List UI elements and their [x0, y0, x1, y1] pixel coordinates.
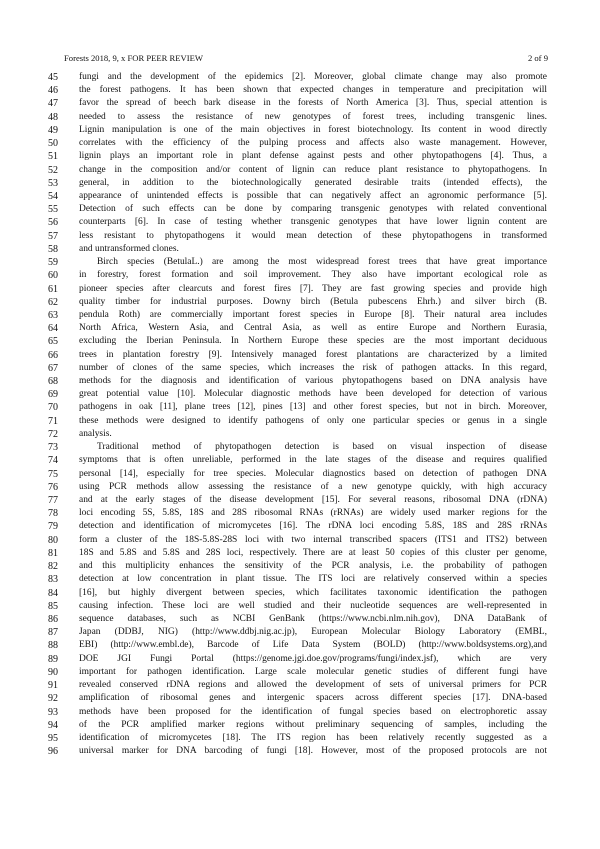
journal-citation: Forests 2018, 9, x FOR PEER REVIEW: [64, 53, 203, 63]
text-line: [0, 613, 600, 626]
line-text: Detection of such effects can be done by comparing transgenic genotypes with related conventional: [79, 204, 547, 215]
body-text: [0, 71, 600, 758]
line-text: North Africa, Western Asia, and Central Asia, as well as entire Europe and Northern Eurasia,: [79, 323, 547, 334]
line-number: 78: [48, 508, 58, 520]
text-line: [0, 283, 600, 296]
text-line: [0, 547, 600, 560]
line-number: 65: [48, 336, 58, 348]
line-text: pathogens in oak [11], plane trees [12], pines [13] and other forest species, but not in birch. Moreover,: [79, 402, 547, 413]
line-text: form a cluster of the 18S-5.8S-28S loci with two internal transcribed spacers (ITS1 and ITS2) between: [79, 534, 547, 545]
line-text: lignin plays an important role in plant defense against pests and other phytopathogens [4]. Thus, a: [79, 151, 547, 162]
line-number: 95: [48, 732, 58, 744]
line-text: methods have been proposed for the identification of fungal species based on electrophoretic assay: [79, 706, 547, 717]
text-line: [0, 745, 600, 758]
text-line: [0, 97, 600, 110]
text-line: [0, 679, 600, 692]
line-text: important for pathogen identification. Large scale molecular genetic studies of different fungi have: [79, 666, 547, 677]
line-text: EBI) (http://www.embl.de), Barcode of Life Data System (BOLD) (http://www.boldsystems.org),and: [79, 640, 547, 651]
line-number: 91: [48, 680, 58, 692]
line-text: detection and identification of micromycetes [16]. The rDNA loci encoding 5.8S, 18S and 28S rRNAs: [79, 521, 547, 532]
line-text: favor the spread of beech bark disease in the forests of North America [3]. Thus, special attention is: [79, 98, 547, 109]
text-line: [0, 666, 600, 679]
text-line: [0, 415, 600, 428]
text-line: [0, 137, 600, 150]
line-number: 69: [48, 389, 58, 401]
text-line: [0, 401, 600, 414]
line-text: counterparts [6]. In case of testing whether transgenic genotypes that have lower lignin content are: [79, 217, 547, 228]
text-line: [0, 706, 600, 719]
line-text: appearance of unintended effects is possible that can negatively affect an agronomic performance [5].: [79, 190, 547, 201]
line-text: pendula Roth) are commercially important forest species in Europe [8]. Their natural area includes: [79, 309, 547, 320]
line-number: 56: [48, 217, 58, 229]
line-number: 57: [48, 230, 58, 242]
line-text: and at the early stages of the disease development [15]. For several reasons, ribosomal DNA (rDNA): [79, 495, 547, 505]
line-number: 77: [48, 495, 58, 506]
line-text: causing infection. These loci are well studied and their nucleotide sequences are well-represented in: [79, 600, 547, 611]
line-text: Birch species (BetulaL.) are among the most widespread forest trees that have great importance: [97, 257, 547, 268]
line-text: quality timber for industrial purposes. Downy birch (Betula pubescens Ehrh.) and silver birch (B.: [79, 296, 547, 307]
line-number: 50: [48, 138, 58, 150]
line-text: sequence databases, such as NCBI GenBank (https://www.ncbi.nlm.nih.gov), DNA DataBank of: [79, 613, 547, 624]
line-text: general, in addition to the biotechnologically generated desirable traits (intended effects), the: [79, 177, 547, 188]
line-number: 80: [48, 534, 58, 546]
line-number: 64: [48, 323, 58, 335]
line-text: in forestry, forest formation and soil improvement. They also have important ecological role as: [79, 270, 547, 281]
text-line: [0, 428, 600, 441]
line-text: amplification of ribosomal genes and intergenic spacers across different species [17]. DNA-based: [79, 693, 547, 704]
text-line: [0, 335, 600, 348]
line-number: 92: [48, 693, 58, 705]
text-line: [0, 269, 600, 282]
text-line: [0, 164, 600, 177]
text-line: [0, 216, 600, 229]
line-text: methods for the diagnosis and identification of various phytopathogens based on DNA analysis have: [79, 376, 547, 387]
text-line: [0, 719, 600, 732]
line-number: 93: [48, 706, 58, 718]
line-text: number of clones of the same species, which increases the risk of pathogen attacks. In this regard,: [79, 362, 547, 373]
line-number: 87: [48, 627, 58, 639]
text-line: [0, 732, 600, 745]
text-line: [0, 653, 600, 666]
text-line: [0, 203, 600, 216]
line-number: 51: [48, 151, 58, 163]
text-line: [0, 454, 600, 467]
text-line: [0, 507, 600, 520]
line-text: using PCR methods allow assessing the resistance of a new genotype quickly, with high accuracy: [79, 481, 547, 492]
line-text: analysis.: [79, 428, 112, 439]
line-text: the forest pathogens. It has been shown that expected changes in temperature and precipitation will: [79, 85, 547, 96]
text-line: [0, 600, 600, 613]
text-line: [0, 494, 600, 507]
line-number: 73: [48, 442, 58, 454]
text-line: [0, 520, 600, 533]
line-number: 72: [48, 428, 58, 440]
text-line: [0, 375, 600, 388]
line-number: 89: [48, 653, 58, 665]
line-text: loci encoding 5S, 5.8S, 18S and 28S ribosomal RNAs (rRNAs) are widely used marker regions for the: [79, 508, 547, 519]
text-line: [0, 230, 600, 243]
line-number: 96: [48, 746, 58, 758]
line-number: 79: [48, 521, 58, 533]
line-text: less resistant to phytopathogens it would mean detection of these phytopathogens in transformed: [79, 230, 547, 241]
text-line: [0, 388, 600, 401]
text-line: [0, 441, 600, 454]
line-text: change in the composition and/or content of lignin can reduce plant resistance to phytopathogens. In: [79, 164, 547, 175]
text-line: [0, 362, 600, 375]
line-text: and this multiplicity enhances the sensitivity of the PCR analysis, i.e. the probability of pathogen: [79, 561, 547, 572]
line-number: 54: [48, 190, 58, 202]
line-number: 75: [48, 468, 58, 480]
text-line: [0, 534, 600, 547]
line-number: 60: [48, 270, 58, 282]
line-text: universal marker for DNA barcoding of fungi [18]. However, most of the proposed protocols are not: [79, 746, 547, 757]
text-line: [0, 560, 600, 573]
line-number: 55: [48, 204, 58, 216]
line-number: 58: [48, 243, 58, 255]
text-line: [0, 243, 600, 256]
text-line: [0, 349, 600, 362]
line-number: 82: [48, 561, 58, 573]
text-line: [0, 322, 600, 335]
text-line: [0, 150, 600, 163]
line-text: needed to assess the resistance of new genotypes of forest trees, including transgenic lines.: [79, 111, 547, 122]
text-line: [0, 177, 600, 190]
text-line: [0, 692, 600, 705]
line-number: 67: [48, 362, 58, 374]
line-text: excluding the Iberian Peninsula. In Northern Europe these species are the most important deciduous: [79, 336, 547, 347]
line-number: 48: [48, 111, 58, 123]
line-number: 81: [48, 547, 58, 559]
line-text: 18S and 5.8S and 5.8S and 28S loci, respectively. There are at least 50 copies of this cluster per genome,: [79, 547, 547, 558]
text-line: [0, 468, 600, 481]
text-line: [0, 190, 600, 203]
line-text: these methods were designed to identify pathogens of only one particular species or genus in a single: [79, 415, 547, 426]
line-number: 76: [48, 481, 58, 493]
line-number: 85: [48, 600, 58, 612]
line-text: identification of micromycetes [18]. The ITS region has been relatively recently suggested as a: [79, 732, 547, 743]
line-number: 52: [48, 164, 58, 176]
text-line: [0, 71, 600, 84]
line-number: 84: [48, 587, 58, 599]
line-number: 90: [48, 666, 58, 678]
line-text: DOE JGI Fungi Portal (https://genome.jgi.doe.gov/programs/fungi/index.jsf), which are very: [79, 653, 547, 664]
line-number: 70: [48, 402, 58, 414]
line-text: [16], but highly divergent between species, which facilitates taxonomic identification the pathogen: [79, 587, 547, 598]
line-number: 88: [48, 640, 58, 652]
line-number: 62: [48, 296, 58, 308]
text-line: [0, 639, 600, 652]
line-number: 49: [48, 124, 58, 136]
line-text: trees in plantation forestry [9]. Intensively managed forest plantations are characterized by a limited: [79, 349, 547, 360]
line-number: 53: [48, 177, 58, 189]
line-number: 94: [48, 719, 58, 731]
line-number: 63: [48, 309, 58, 321]
line-text: of the PCR amplified marker regions without preliminary sequencing of samples, including the: [79, 719, 547, 730]
line-text: and untransformed clones.: [79, 243, 179, 254]
line-text: great potential value [10]. Molecular diagnostic methods have been developed for detection of various: [79, 389, 547, 400]
text-line: [0, 111, 600, 124]
text-line: [0, 481, 600, 494]
line-text: symptoms that is often unreliable, performed in the late stages of the disease and requires qualified: [79, 455, 547, 466]
line-text: personal [14], especially for tree species. Molecular diagnostics based on detection of pathogen DNA: [79, 468, 547, 479]
line-text: revealed conserved rDNA regions and allowed the development of sets of universal primers for PCR: [79, 680, 547, 691]
page-number: 2 of 9: [527, 53, 548, 63]
line-number: 74: [48, 455, 58, 467]
running-header: [64, 51, 548, 65]
line-text: detection at low concentration in plant tissue. The ITS loci are relatively conserved within a species: [79, 574, 547, 585]
text-line: [0, 84, 600, 97]
line-number: 61: [48, 283, 58, 295]
line-text: Traditional method of phytopathogen detection is based on visual inspection of disease: [97, 442, 547, 453]
line-number: 46: [48, 85, 58, 97]
line-text: fungi and the development of the epidemics [2]. Moreover, global climate change may also promote: [79, 72, 547, 82]
text-line: [0, 124, 600, 137]
line-number: 71: [48, 415, 58, 427]
text-line: [0, 296, 600, 309]
line-number: 68: [48, 376, 58, 388]
text-line: [0, 309, 600, 322]
text-line: [0, 587, 600, 600]
text-line: [0, 256, 600, 269]
line-number: 59: [48, 257, 58, 269]
line-text: Lignin manipulation is one of the main objectives in forest biotechnology. Its content in wood directly: [79, 124, 547, 135]
line-number: 45: [48, 72, 58, 83]
line-number: 86: [48, 613, 58, 625]
line-text: pioneer species after clearcuts and forest fires [7]. They are fast growing species and provide high: [79, 283, 547, 294]
line-text: correlates with the efficiency of the pulping process and affects also waste management. However,: [79, 138, 547, 149]
line-number: 66: [48, 349, 58, 361]
line-number: 47: [48, 98, 58, 110]
line-text: Japan (DDBJ, NIG) (http://www.ddbj.nig.ac.jp), European Molecular Biology Laboratory (EMBL,: [79, 627, 547, 638]
text-line: [0, 573, 600, 586]
line-number: 83: [48, 574, 58, 586]
text-line: [0, 626, 600, 639]
